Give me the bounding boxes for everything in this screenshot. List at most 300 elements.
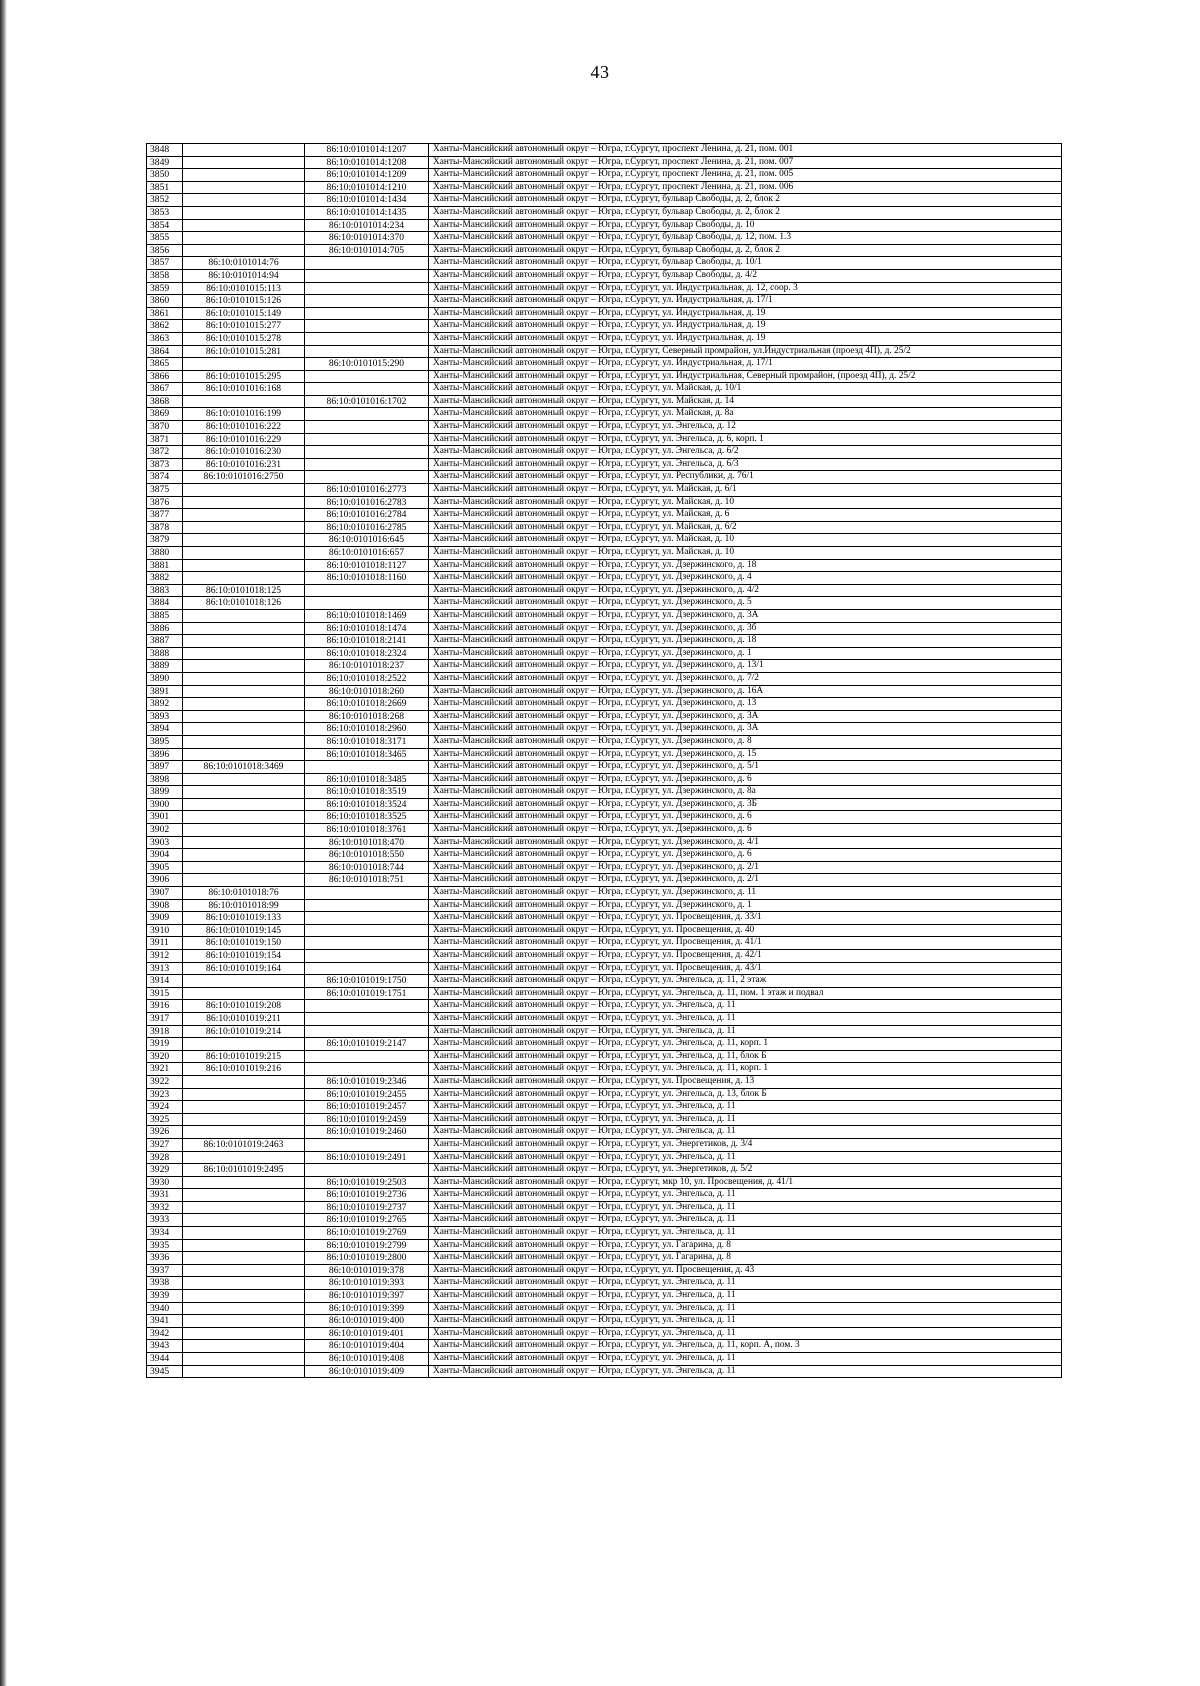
row-number-cell: 3854	[147, 219, 183, 232]
row-number-cell: 3884	[147, 597, 183, 610]
address-cell: Ханты-Мансийский автономный округ – Югра, г.Сургут, ул. Дзержинского, д. 7/2	[429, 672, 1062, 685]
building-cadastral-cell	[305, 295, 429, 308]
address-cell: Ханты-Мансийский автономный округ – Югра, г.Сургут, ул. Энгельса, д. 11	[429, 1353, 1062, 1366]
table-row	[147, 269, 1062, 282]
row-number-cell: 3911	[147, 937, 183, 950]
land-plot-cadastral-cell: 86:10:0101016:222	[183, 421, 305, 434]
land-plot-cadastral-cell	[183, 1290, 305, 1303]
table-row	[147, 1164, 1062, 1177]
table-row	[147, 962, 1062, 975]
land-plot-cadastral-cell	[183, 710, 305, 723]
land-plot-cadastral-cell	[183, 1252, 305, 1265]
building-cadastral-cell: 86:10:0101018:2522	[305, 672, 429, 685]
table-row	[147, 1151, 1062, 1164]
table-row	[147, 206, 1062, 219]
row-number-cell: 3909	[147, 912, 183, 925]
building-cadastral-cell: 86:10:0101019:2459	[305, 1113, 429, 1126]
address-cell: Ханты-Мансийский автономный округ – Югра, г.Сургут, проспект Ленина, д. 21, пом. 006	[429, 181, 1062, 194]
address-cell: Ханты-Мансийский автономный округ – Югра, г.Сургут, ул. Энгельса, д. 11	[429, 1101, 1062, 1114]
address-cell: Ханты-Мансийский автономный округ – Югра, г.Сургут, ул. Дзержинского, д. 6	[429, 849, 1062, 862]
row-number-cell: 3937	[147, 1264, 183, 1277]
row-number-cell: 3932	[147, 1201, 183, 1214]
address-cell: Ханты-Мансийский автономный округ – Югра, г.Сургут, ул. Дзержинского, д. 3А	[429, 609, 1062, 622]
table-row	[147, 849, 1062, 862]
building-cadastral-cell: 86:10:0101014:1208	[305, 156, 429, 169]
table-row	[147, 433, 1062, 446]
land-plot-cadastral-cell	[183, 509, 305, 522]
row-number-cell: 3848	[147, 144, 183, 157]
land-plot-cadastral-cell	[183, 1088, 305, 1101]
row-number-cell: 3877	[147, 509, 183, 522]
row-number-cell: 3917	[147, 1012, 183, 1025]
row-number-cell: 3941	[147, 1315, 183, 1328]
row-number-cell: 3862	[147, 320, 183, 333]
land-plot-cadastral-cell	[183, 219, 305, 232]
building-cadastral-cell: 86:10:0101018:3519	[305, 786, 429, 799]
building-cadastral-cell: 86:10:0101019:2799	[305, 1239, 429, 1252]
row-number-cell: 3868	[147, 395, 183, 408]
table-row	[147, 1264, 1062, 1277]
row-number-cell: 3933	[147, 1214, 183, 1227]
land-plot-cadastral-cell: 86:10:0101019:215	[183, 1050, 305, 1063]
table-row	[147, 660, 1062, 673]
row-number-cell: 3867	[147, 383, 183, 396]
land-plot-cadastral-cell	[183, 144, 305, 157]
address-cell: Ханты-Мансийский автономный округ – Югра, г.Сургут, ул. Гагарина, д. 8	[429, 1239, 1062, 1252]
land-plot-cadastral-cell	[183, 1214, 305, 1227]
building-cadastral-cell	[305, 584, 429, 597]
building-cadastral-cell: 86:10:0101019:2736	[305, 1189, 429, 1202]
table-row	[147, 484, 1062, 497]
building-cadastral-cell	[305, 1138, 429, 1151]
land-plot-cadastral-cell: 86:10:0101015:113	[183, 282, 305, 295]
building-cadastral-cell: 86:10:0101014:705	[305, 244, 429, 257]
building-cadastral-cell: 86:10:0101018:744	[305, 861, 429, 874]
address-cell: Ханты-Мансийский автономный округ – Югра, г.Сургут, ул. Майская, д. 10/1	[429, 383, 1062, 396]
table-row	[147, 1189, 1062, 1202]
building-cadastral-cell	[305, 332, 429, 345]
row-number-cell: 3896	[147, 748, 183, 761]
address-cell: Ханты-Мансийский автономный округ – Югра, г.Сургут, ул. Энгельса, д. 11	[429, 1227, 1062, 1240]
land-plot-cadastral-cell	[183, 1315, 305, 1328]
row-number-cell: 3897	[147, 761, 183, 774]
address-cell: Ханты-Мансийский автономный округ – Югра, г.Сургут, ул. Энгельса, д. 11	[429, 1302, 1062, 1315]
building-cadastral-cell	[305, 383, 429, 396]
land-plot-cadastral-cell	[183, 534, 305, 547]
row-number-cell: 3900	[147, 798, 183, 811]
land-plot-cadastral-cell	[183, 735, 305, 748]
table-row	[147, 408, 1062, 421]
land-plot-cadastral-cell: 86:10:0101019:211	[183, 1012, 305, 1025]
address-cell: Ханты-Мансийский автономный округ – Югра, г.Сургут, мкр 10, ул. Просвещения, д. 41/1	[429, 1176, 1062, 1189]
building-cadastral-cell: 86:10:0101019:2765	[305, 1214, 429, 1227]
land-plot-cadastral-cell	[183, 824, 305, 837]
address-cell: Ханты-Мансийский автономный округ – Югра, г.Сургут, ул. Дзержинского, д. 5	[429, 597, 1062, 610]
table-row	[147, 458, 1062, 471]
building-cadastral-cell	[305, 1000, 429, 1013]
building-cadastral-cell: 86:10:0101019:2147	[305, 1038, 429, 1051]
row-number-cell: 3945	[147, 1365, 183, 1378]
row-number-cell: 3938	[147, 1277, 183, 1290]
address-cell: Ханты-Мансийский автономный округ – Югра, г.Сургут, ул. Энгельса, д. 11	[429, 1327, 1062, 1340]
building-cadastral-cell	[305, 421, 429, 434]
address-cell: Ханты-Мансийский автономный округ – Югра, г.Сургут, ул. Дзержинского, д. 2/1	[429, 874, 1062, 887]
row-number-cell: 3885	[147, 609, 183, 622]
land-plot-cadastral-cell	[183, 1151, 305, 1164]
row-number-cell: 3891	[147, 685, 183, 698]
row-number-cell: 3924	[147, 1101, 183, 1114]
address-cell: Ханты-Мансийский автономный округ – Югра, г.Сургут, ул. Энгельса, д. 13, блок Б	[429, 1088, 1062, 1101]
land-plot-cadastral-cell	[183, 748, 305, 761]
address-cell: Ханты-Мансийский автономный округ – Югра, г.Сургут, ул. Дзержинского, д. 6	[429, 811, 1062, 824]
building-cadastral-cell: 86:10:0101019:408	[305, 1353, 429, 1366]
building-cadastral-cell: 86:10:0101016:2773	[305, 484, 429, 497]
building-cadastral-cell	[305, 446, 429, 459]
row-number-cell: 3921	[147, 1063, 183, 1076]
building-cadastral-cell: 86:10:0101018:1127	[305, 559, 429, 572]
table-row	[147, 761, 1062, 774]
table-row	[147, 672, 1062, 685]
land-plot-cadastral-cell	[183, 1353, 305, 1366]
table-row	[147, 1365, 1062, 1378]
building-cadastral-cell	[305, 912, 429, 925]
land-plot-cadastral-cell	[183, 1113, 305, 1126]
table-row	[147, 1340, 1062, 1353]
land-plot-cadastral-cell	[183, 811, 305, 824]
address-cell: Ханты-Мансийский автономный округ – Югра, г.Сургут, ул. Дзержинского, д. 11	[429, 887, 1062, 900]
table-row	[147, 887, 1062, 900]
address-cell: Ханты-Мансийский автономный округ – Югра, г.Сургут, ул. Просвещения, д. 43	[429, 1264, 1062, 1277]
building-cadastral-cell: 86:10:0101019:2455	[305, 1088, 429, 1101]
building-cadastral-cell	[305, 761, 429, 774]
table-row	[147, 395, 1062, 408]
building-cadastral-cell	[305, 458, 429, 471]
row-number-cell: 3910	[147, 924, 183, 937]
address-cell: Ханты-Мансийский автономный округ – Югра, г.Сургут, проспект Ленина, д. 21, пом. 005	[429, 169, 1062, 182]
address-cell: Ханты-Мансийский автономный округ – Югра, г.Сургут, ул. Майская, д. 6	[429, 509, 1062, 522]
row-number-cell: 3929	[147, 1164, 183, 1177]
land-plot-cadastral-cell	[183, 572, 305, 585]
table-row	[147, 723, 1062, 736]
row-number-cell: 3943	[147, 1340, 183, 1353]
row-number-cell: 3869	[147, 408, 183, 421]
row-number-cell: 3915	[147, 987, 183, 1000]
address-cell: Ханты-Мансийский автономный округ – Югра, г.Сургут, ул. Энгельса, д. 6/3	[429, 458, 1062, 471]
land-plot-cadastral-cell	[183, 156, 305, 169]
land-plot-cadastral-cell	[183, 672, 305, 685]
building-cadastral-cell: 86:10:0101018:2141	[305, 635, 429, 648]
table-row	[147, 244, 1062, 257]
table-row	[147, 836, 1062, 849]
land-plot-cadastral-cell	[183, 635, 305, 648]
land-plot-cadastral-cell	[183, 194, 305, 207]
land-plot-cadastral-cell	[183, 723, 305, 736]
row-number-cell: 3902	[147, 824, 183, 837]
table-row	[147, 1050, 1062, 1063]
address-cell: Ханты-Мансийский автономный округ – Югра, г.Сургут, ул. Дзержинского, д. 8	[429, 735, 1062, 748]
table-row	[147, 1353, 1062, 1366]
address-cell: Ханты-Мансийский автономный округ – Югра, г.Сургут, ул. Индустриальная, д. 17/1	[429, 358, 1062, 371]
row-number-cell: 3875	[147, 484, 183, 497]
table-row	[147, 1126, 1062, 1139]
table-row	[147, 1113, 1062, 1126]
building-cadastral-cell: 86:10:0101019:401	[305, 1327, 429, 1340]
registry-table	[146, 143, 1062, 1378]
land-plot-cadastral-cell	[183, 685, 305, 698]
row-number-cell: 3855	[147, 232, 183, 245]
table-row	[147, 1063, 1062, 1076]
building-cadastral-cell: 86:10:0101019:1750	[305, 975, 429, 988]
address-cell: Ханты-Мансийский автономный округ – Югра, г.Сургут, ул. Просвещения, д. 33/1	[429, 912, 1062, 925]
row-number-cell: 3882	[147, 572, 183, 585]
building-cadastral-cell: 86:10:0101018:260	[305, 685, 429, 698]
address-cell: Ханты-Мансийский автономный округ – Югра, г.Сургут, ул. Энергетиков, д. 3/4	[429, 1138, 1062, 1151]
land-plot-cadastral-cell	[183, 206, 305, 219]
building-cadastral-cell	[305, 408, 429, 421]
table-row	[147, 421, 1062, 434]
land-plot-cadastral-cell	[183, 660, 305, 673]
address-cell: Ханты-Мансийский автономный округ – Югра, г.Сургут, ул. Дзержинского, д. 18	[429, 559, 1062, 572]
building-cadastral-cell: 86:10:0101019:2457	[305, 1101, 429, 1114]
row-number-cell: 3936	[147, 1252, 183, 1265]
address-cell: Ханты-Мансийский автономный округ – Югра, г.Сургут, ул. Энгельса, д. 11	[429, 1315, 1062, 1328]
land-plot-cadastral-cell: 86:10:0101016:199	[183, 408, 305, 421]
building-cadastral-cell	[305, 269, 429, 282]
land-plot-cadastral-cell: 86:10:0101019:164	[183, 962, 305, 975]
address-cell: Ханты-Мансийский автономный округ – Югра, г.Сургут, бульвар Свободы, д. 12, пом. 1.3	[429, 232, 1062, 245]
building-cadastral-cell	[305, 370, 429, 383]
address-cell: Ханты-Мансийский автономный округ – Югра, г.Сургут, ул. Индустриальная, д. 19	[429, 332, 1062, 345]
table-row	[147, 635, 1062, 648]
row-number-cell: 3940	[147, 1302, 183, 1315]
building-cadastral-cell: 86:10:0101018:751	[305, 874, 429, 887]
building-cadastral-cell: 86:10:0101019:2460	[305, 1126, 429, 1139]
address-cell: Ханты-Мансийский автономный округ – Югра, г.Сургут, ул. Энгельса, д. 11	[429, 1277, 1062, 1290]
building-cadastral-cell: 86:10:0101018:2669	[305, 698, 429, 711]
land-plot-cadastral-cell: 86:10:0101019:214	[183, 1025, 305, 1038]
row-number-cell: 3895	[147, 735, 183, 748]
land-plot-cadastral-cell	[183, 1277, 305, 1290]
land-plot-cadastral-cell	[183, 521, 305, 534]
row-number-cell: 3886	[147, 622, 183, 635]
table-row	[147, 1201, 1062, 1214]
building-cadastral-cell: 86:10:0101014:1434	[305, 194, 429, 207]
row-number-cell: 3874	[147, 471, 183, 484]
building-cadastral-cell: 86:10:0101019:2737	[305, 1201, 429, 1214]
address-cell: Ханты-Мансийский автономный округ – Югра, г.Сургут, ул. Энгельса, д. 11	[429, 1189, 1062, 1202]
table-row	[147, 194, 1062, 207]
address-cell: Ханты-Мансийский автономный округ – Югра, г.Сургут, бульвар Свободы, д. 2, блок 2	[429, 206, 1062, 219]
land-plot-cadastral-cell	[183, 798, 305, 811]
table-row	[147, 370, 1062, 383]
land-plot-cadastral-cell	[183, 1302, 305, 1315]
land-plot-cadastral-cell	[183, 849, 305, 862]
building-cadastral-cell	[305, 1050, 429, 1063]
table-row	[147, 547, 1062, 560]
address-cell: Ханты-Мансийский автономный округ – Югра, г.Сургут, ул. Майская, д. 10	[429, 534, 1062, 547]
address-cell: Ханты-Мансийский автономный округ – Югра, г.Сургут, ул. Энгельса, д. 11	[429, 1012, 1062, 1025]
land-plot-cadastral-cell	[183, 358, 305, 371]
land-plot-cadastral-cell	[183, 1126, 305, 1139]
building-cadastral-cell: 86:10:0101019:397	[305, 1290, 429, 1303]
building-cadastral-cell: 86:10:0101014:1209	[305, 169, 429, 182]
building-cadastral-cell: 86:10:0101019:2800	[305, 1252, 429, 1265]
land-plot-cadastral-cell	[183, 622, 305, 635]
land-plot-cadastral-cell	[183, 1101, 305, 1114]
row-number-cell: 3930	[147, 1176, 183, 1189]
row-number-cell: 3893	[147, 710, 183, 723]
building-cadastral-cell: 86:10:0101019:2346	[305, 1075, 429, 1088]
row-number-cell: 3905	[147, 861, 183, 874]
address-cell: Ханты-Мансийский автономный округ – Югра, г.Сургут, проспект Ленина, д. 21, пом. 001	[429, 144, 1062, 157]
table-row	[147, 1138, 1062, 1151]
building-cadastral-cell: 86:10:0101019:1751	[305, 987, 429, 1000]
table-row	[147, 950, 1062, 963]
table-row	[147, 295, 1062, 308]
table-row	[147, 937, 1062, 950]
land-plot-cadastral-cell	[183, 559, 305, 572]
row-number-cell: 3939	[147, 1290, 183, 1303]
building-cadastral-cell	[305, 433, 429, 446]
land-plot-cadastral-cell: 86:10:0101014:94	[183, 269, 305, 282]
address-cell: Ханты-Мансийский автономный округ – Югра, г.Сургут, ул. Дзержинского, д. 4	[429, 572, 1062, 585]
table-row	[147, 584, 1062, 597]
row-number-cell: 3876	[147, 496, 183, 509]
table-row	[147, 1176, 1062, 1189]
table-row	[147, 332, 1062, 345]
building-cadastral-cell: 86:10:0101014:370	[305, 232, 429, 245]
row-number-cell: 3907	[147, 887, 183, 900]
address-cell: Ханты-Мансийский автономный округ – Югра, г.Сургут, ул. Дзержинского, д. 13	[429, 698, 1062, 711]
row-number-cell: 3880	[147, 547, 183, 560]
row-number-cell: 3888	[147, 647, 183, 660]
address-cell: Ханты-Мансийский автономный округ – Югра, г.Сургут, бульвар Свободы, д. 2, блок 2	[429, 194, 1062, 207]
table-row	[147, 1290, 1062, 1303]
building-cadastral-cell: 86:10:0101015:290	[305, 358, 429, 371]
row-number-cell: 3863	[147, 332, 183, 345]
table-row	[147, 647, 1062, 660]
land-plot-cadastral-cell: 86:10:0101014:76	[183, 257, 305, 270]
table-row	[147, 358, 1062, 371]
building-cadastral-cell: 86:10:0101018:2960	[305, 723, 429, 736]
table-row	[147, 1327, 1062, 1340]
address-cell: Ханты-Мансийский автономный округ – Югра, г.Сургут, ул. Энергетиков, д. 5/2	[429, 1164, 1062, 1177]
address-cell: Ханты-Мансийский автономный округ – Югра, г.Сургут, ул. Энгельса, д. 11, блок Б	[429, 1050, 1062, 1063]
row-number-cell: 3931	[147, 1189, 183, 1202]
land-plot-cadastral-cell: 86:10:0101016:231	[183, 458, 305, 471]
table-row	[147, 509, 1062, 522]
address-cell: Ханты-Мансийский автономный округ – Югра, г.Сургут, ул. Индустриальная, д. 12, соор. 3	[429, 282, 1062, 295]
row-number-cell: 3849	[147, 156, 183, 169]
building-cadastral-cell: 86:10:0101019:2503	[305, 1176, 429, 1189]
table-row	[147, 1012, 1062, 1025]
table-row	[147, 534, 1062, 547]
row-number-cell: 3894	[147, 723, 183, 736]
row-number-cell: 3919	[147, 1038, 183, 1051]
building-cadastral-cell: 86:10:0101018:268	[305, 710, 429, 723]
address-cell: Ханты-Мансийский автономный округ – Югра, г.Сургут, бульвар Свободы, д. 10	[429, 219, 1062, 232]
land-plot-cadastral-cell: 86:10:0101015:277	[183, 320, 305, 333]
row-number-cell: 3927	[147, 1138, 183, 1151]
address-cell: Ханты-Мансийский автономный округ – Югра, г.Сургут, Северный промрайон, ул.Индустриальная (проезд 4П), д. 25/2	[429, 345, 1062, 358]
address-cell: Ханты-Мансийский автономный округ – Югра, г.Сургут, ул. Дзержинского, д. 2/1	[429, 861, 1062, 874]
building-cadastral-cell: 86:10:0101014:1435	[305, 206, 429, 219]
table-row	[147, 1088, 1062, 1101]
row-number-cell: 3922	[147, 1075, 183, 1088]
building-cadastral-cell: 86:10:0101016:657	[305, 547, 429, 560]
row-number-cell: 3873	[147, 458, 183, 471]
address-cell: Ханты-Мансийский автономный округ – Югра, г.Сургут, ул. Энгельса, д. 11, 2 этаж	[429, 975, 1062, 988]
building-cadastral-cell: 86:10:0101019:2769	[305, 1227, 429, 1240]
land-plot-cadastral-cell	[183, 786, 305, 799]
address-cell: Ханты-Мансийский автономный округ – Югра, г.Сургут, ул. Дзержинского, д. 5/1	[429, 761, 1062, 774]
table-row	[147, 521, 1062, 534]
table-row	[147, 383, 1062, 396]
land-plot-cadastral-cell: 86:10:0101019:2495	[183, 1164, 305, 1177]
row-number-cell: 3913	[147, 962, 183, 975]
address-cell: Ханты-Мансийский автономный округ – Югра, г.Сургут, ул. Энгельса, д. 11	[429, 1126, 1062, 1139]
row-number-cell: 3925	[147, 1113, 183, 1126]
table-row	[147, 320, 1062, 333]
land-plot-cadastral-cell	[183, 874, 305, 887]
table-row	[147, 975, 1062, 988]
table-row	[147, 912, 1062, 925]
building-cadastral-cell	[305, 597, 429, 610]
address-cell: Ханты-Мансийский автономный округ – Югра, г.Сургут, ул. Энгельса, д. 11	[429, 1151, 1062, 1164]
row-number-cell: 3859	[147, 282, 183, 295]
building-cadastral-cell: 86:10:0101018:3761	[305, 824, 429, 837]
address-cell: Ханты-Мансийский автономный округ – Югра, г.Сургут, ул. Майская, д. 10	[429, 496, 1062, 509]
building-cadastral-cell	[305, 1012, 429, 1025]
table-row	[147, 861, 1062, 874]
address-cell: Ханты-Мансийский автономный округ – Югра, г.Сургут, ул. Энгельса, д. 11	[429, 1214, 1062, 1227]
table-row	[147, 698, 1062, 711]
building-cadastral-cell: 86:10:0101018:3525	[305, 811, 429, 824]
land-plot-cadastral-cell: 86:10:0101018:99	[183, 899, 305, 912]
table-row	[147, 622, 1062, 635]
land-plot-cadastral-cell: 86:10:0101016:229	[183, 433, 305, 446]
building-cadastral-cell	[305, 345, 429, 358]
registry-table-body	[147, 144, 1062, 1378]
land-plot-cadastral-cell	[183, 1189, 305, 1202]
row-number-cell: 3920	[147, 1050, 183, 1063]
table-row	[147, 559, 1062, 572]
table-row	[147, 144, 1062, 157]
building-cadastral-cell: 86:10:0101018:3171	[305, 735, 429, 748]
table-row	[147, 496, 1062, 509]
address-cell: Ханты-Мансийский автономный округ – Югра, г.Сургут, ул. Дзержинского, д. 6	[429, 824, 1062, 837]
building-cadastral-cell: 86:10:0101016:1702	[305, 395, 429, 408]
address-cell: Ханты-Мансийский автономный округ – Югра, г.Сургут, ул. Дзержинского, д. 15	[429, 748, 1062, 761]
table-row	[147, 1239, 1062, 1252]
land-plot-cadastral-cell: 86:10:0101019:150	[183, 937, 305, 950]
address-cell: Ханты-Мансийский автономный округ – Югра, г.Сургут, бульвар Свободы, д. 10/1	[429, 257, 1062, 270]
address-cell: Ханты-Мансийский автономный округ – Югра, г.Сургут, ул. Майская, д. 6/1	[429, 484, 1062, 497]
building-cadastral-cell	[305, 924, 429, 937]
land-plot-cadastral-cell: 86:10:0101019:208	[183, 1000, 305, 1013]
address-cell: Ханты-Мансийский автономный округ – Югра, г.Сургут, ул. Энгельса, д. 11	[429, 1113, 1062, 1126]
land-plot-cadastral-cell: 86:10:0101018:76	[183, 887, 305, 900]
table-row	[147, 345, 1062, 358]
table-row	[147, 1277, 1062, 1290]
building-cadastral-cell	[305, 937, 429, 950]
table-row	[147, 1214, 1062, 1227]
address-cell: Ханты-Мансийский автономный округ – Югра, г.Сургут, ул. Энгельса, д. 11, корп. 1	[429, 1038, 1062, 1051]
address-cell: Ханты-Мансийский автономный округ – Югра, г.Сургут, ул. Майская, д. 10	[429, 547, 1062, 560]
land-plot-cadastral-cell	[183, 861, 305, 874]
building-cadastral-cell	[305, 899, 429, 912]
land-plot-cadastral-cell: 86:10:0101018:125	[183, 584, 305, 597]
